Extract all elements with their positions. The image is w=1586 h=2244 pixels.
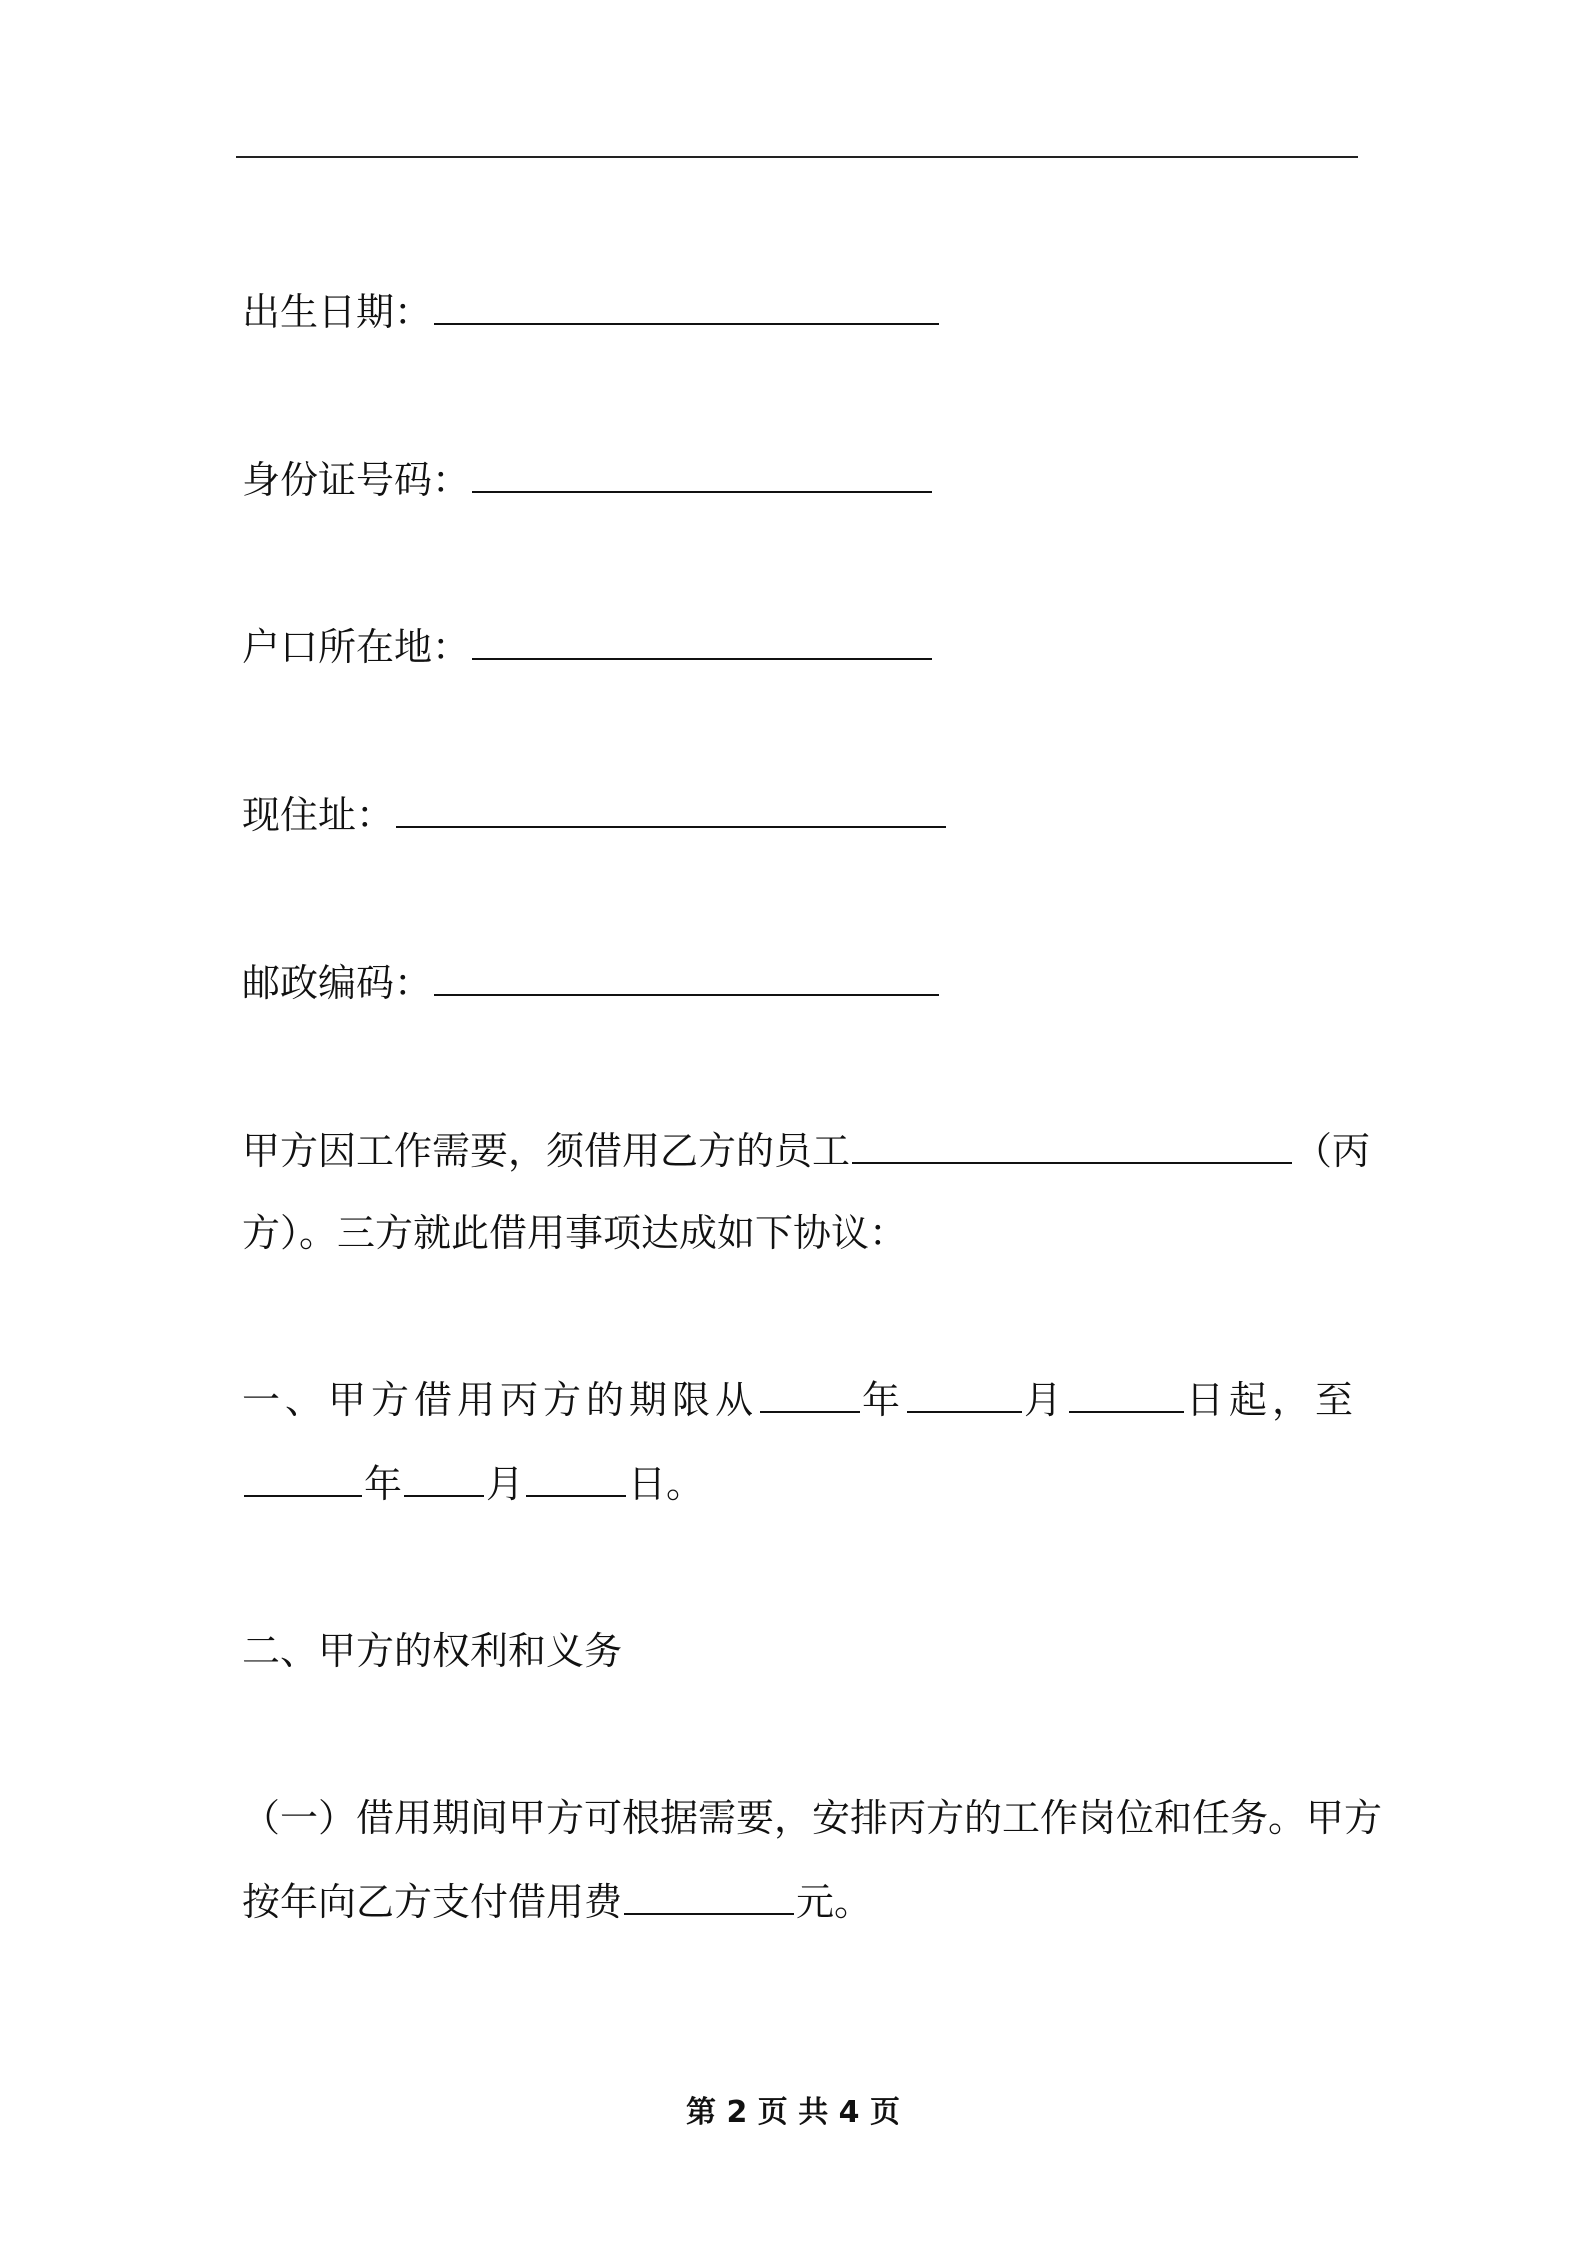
address-blank	[396, 790, 946, 828]
address-label: 现住址：	[242, 793, 395, 837]
start-year-unit: 年	[862, 1378, 906, 1422]
fee-suffix: 元。	[796, 1880, 873, 1924]
end-month-unit: 月	[486, 1462, 525, 1506]
id-number-label: 身份证号码：	[242, 458, 471, 502]
birth-date-blank	[434, 287, 939, 325]
postcode-field	[242, 958, 941, 1008]
fee-blank	[624, 1877, 794, 1915]
start-year-blank	[760, 1375, 860, 1413]
start-month-blank	[907, 1375, 1022, 1413]
hukou-field	[242, 622, 934, 672]
clause2-item1-line-2	[242, 1877, 872, 1927]
id-number-blank	[472, 455, 932, 493]
end-day-unit: 日。	[628, 1462, 705, 1506]
start-day-unit: 日起，至	[1186, 1378, 1359, 1422]
birth-date-label: 出生日期：	[242, 290, 433, 334]
employee-name-blank	[852, 1126, 1292, 1164]
intro-line-1	[242, 1126, 1370, 1176]
clause1-line-2	[242, 1459, 704, 1509]
id-number-field	[242, 455, 934, 505]
hukou-label: 户口所在地：	[242, 625, 471, 669]
start-day-blank	[1069, 1375, 1184, 1413]
postcode-label: 邮政编码：	[242, 961, 433, 1005]
intro-suffix: （丙	[1294, 1129, 1371, 1173]
end-year-unit: 年	[364, 1462, 403, 1506]
intro-line-2: 方）。三方就此借用事项达成如下协议：	[242, 1211, 908, 1255]
address-field	[242, 790, 948, 840]
end-day-blank	[526, 1459, 626, 1497]
postcode-blank	[434, 958, 939, 996]
intro-prefix: 甲方因工作需要，须借用乙方的员工	[242, 1129, 851, 1173]
page-number: 第 2 页 共 4 页	[686, 2095, 900, 2130]
start-month-unit: 月	[1024, 1378, 1068, 1422]
header-rule	[236, 156, 1358, 158]
clause1-line-1	[242, 1375, 1358, 1425]
fee-prefix: 按年向乙方支付借用费	[242, 1880, 623, 1924]
birth-date-field	[242, 287, 941, 337]
clause2-item1-line-1: （一）借用期间甲方可根据需要，安排丙方的工作岗位和任务。甲方	[242, 1796, 1383, 1840]
end-month-blank	[404, 1459, 484, 1497]
end-year-blank	[244, 1459, 362, 1497]
clause1-prefix: 一、甲方借用丙方的期限从	[242, 1378, 759, 1422]
clause2-heading: 二、甲方的权利和义务	[242, 1629, 623, 1673]
hukou-blank	[472, 622, 932, 660]
